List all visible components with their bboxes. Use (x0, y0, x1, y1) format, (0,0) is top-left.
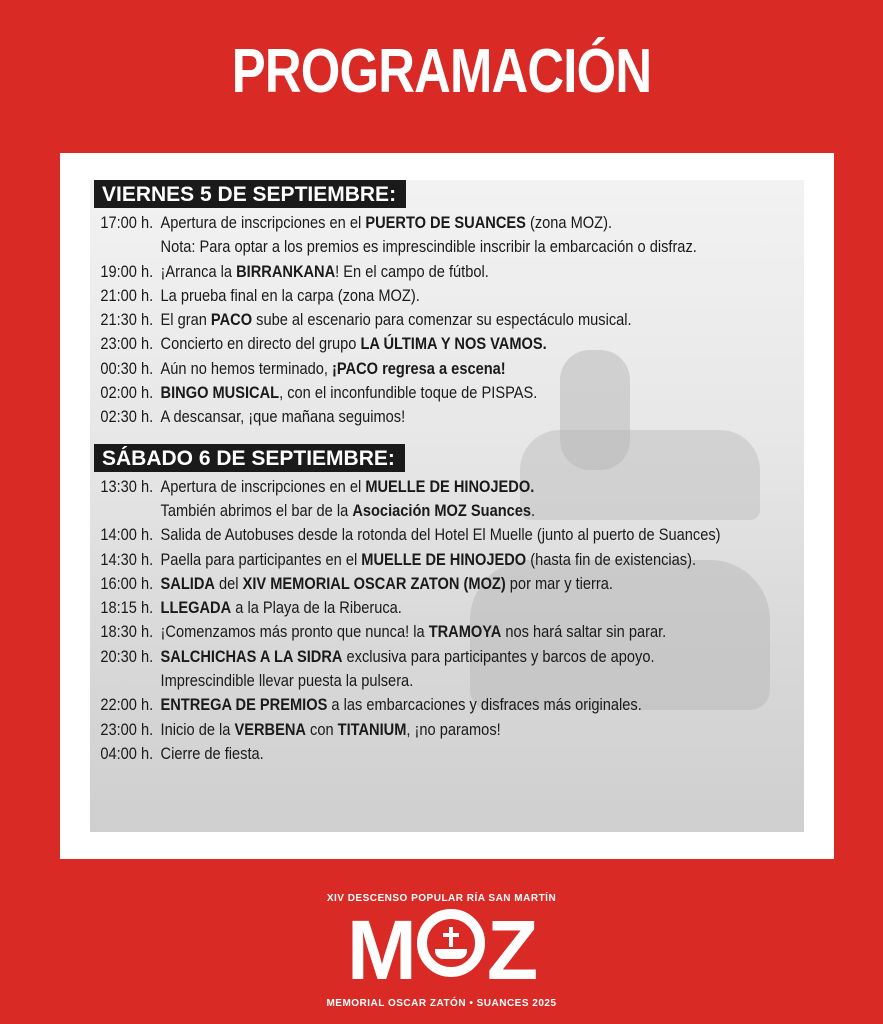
plain-text: A descansar, ¡que mañana seguimos! (160, 407, 406, 427)
plain-text: (hasta fin de existencias). (526, 549, 697, 569)
schedule-row (90, 596, 804, 620)
highlight-text: VERBENA (234, 719, 306, 739)
schedule-row (90, 260, 804, 284)
schedule-time: 18:15 h. (100, 598, 154, 618)
logo-emblem-icon (417, 909, 485, 977)
friday-heading: VIERNES 5 DE SEPTIEMBRE: (94, 180, 406, 208)
highlight-text: PUERTO DE SUANCES (365, 213, 526, 232)
plain-text: El gran (160, 310, 211, 330)
plain-text: La prueba final en la carpa (zona MOZ). (160, 285, 420, 305)
plain-text: a las embarcaciones y disfraces más originales. (327, 695, 642, 715)
plain-text: ! En el campo de fútbol. (335, 261, 489, 281)
schedule-text (161, 645, 655, 669)
schedule-panel (60, 153, 834, 859)
schedule-row (90, 548, 804, 572)
highlight-text: MUELLE DE HINOJEDO (361, 549, 527, 569)
schedule-content (90, 180, 804, 766)
moz-logo: M Z (346, 903, 537, 997)
highlight-text: PACO (210, 310, 253, 330)
highlight-text: SALCHICHAS A LA SIDRA (160, 646, 343, 666)
plain-text: por mar y tierra. (505, 573, 613, 593)
schedule-row (90, 284, 804, 308)
footer-logo-block (0, 893, 883, 1009)
schedule-text (161, 381, 538, 405)
plain-text: nos hará saltar sin parar. (501, 622, 667, 642)
schedule-text (161, 742, 264, 766)
schedule-text (161, 357, 506, 381)
schedule-time: 21:30 h. (100, 310, 154, 330)
plain-text: (zona MOZ). (525, 213, 613, 232)
friday-schedule (90, 211, 804, 430)
schedule-row (90, 308, 804, 332)
schedule-row (90, 405, 804, 429)
plain-text: del (214, 573, 243, 593)
schedule-text (161, 718, 501, 742)
schedule-text (161, 499, 536, 523)
schedule-text (161, 620, 667, 644)
schedule-text (161, 475, 535, 499)
plain-text: . (531, 500, 536, 520)
schedule-text (161, 308, 632, 332)
schedule-time: 14:30 h. (100, 549, 154, 569)
schedule-time: 00:30 h. (100, 358, 154, 378)
schedule-text (161, 669, 414, 693)
schedule-row (90, 211, 804, 235)
plain-text: Imprescindible llevar puesta la pulsera. (160, 671, 414, 691)
highlight-text: BINGO MUSICAL (160, 383, 280, 403)
schedule-text (161, 548, 696, 572)
schedule-row (90, 381, 804, 405)
highlight-text: TRAMOYA (428, 622, 502, 642)
plain-text: Concierto en directo del grupo (160, 334, 361, 354)
plain-text: Apertura de inscripciones en el (160, 476, 366, 496)
schedule-text (161, 260, 489, 284)
schedule-row (90, 718, 804, 742)
schedule-row (90, 693, 804, 717)
highlight-text: XIV MEMORIAL OSCAR ZATON (MOZ) (242, 573, 506, 593)
schedule-row (90, 523, 804, 547)
schedule-text (161, 284, 420, 308)
schedule-row (90, 645, 804, 669)
plain-text: exclusiva para participantes y barcos de apoyo. (342, 646, 655, 666)
schedule-text (161, 405, 406, 429)
plain-text: a la Playa de la Riberuca. (231, 598, 402, 618)
schedule-text (161, 693, 642, 717)
schedule-time: 23:00 h. (100, 719, 154, 739)
schedule-time: 19:00 h. (100, 261, 154, 281)
schedule-time: 23:00 h. (100, 334, 154, 354)
highlight-text: TITANIUM (337, 719, 407, 739)
plain-text: ¡Comenzamos más pronto que nunca! la (160, 622, 429, 642)
schedule-time: 02:30 h. (100, 407, 154, 427)
schedule-row (90, 620, 804, 644)
plain-text: Nota: Para optar a los premios es imprescindible inscribir la embarcación o disfraz. (160, 237, 697, 257)
schedule-text (161, 572, 613, 596)
plain-text: Cierre de fiesta. (160, 743, 264, 763)
schedule-time: 18:30 h. (100, 622, 154, 642)
page-title: PROGRAMACIÓN (231, 37, 652, 106)
schedule-time: 22:00 h. (100, 695, 154, 715)
schedule-time: 04:00 h. (100, 743, 154, 763)
schedule-text (161, 523, 721, 547)
saturday-heading: SÁBADO 6 DE SEPTIEMBRE: (94, 444, 405, 472)
schedule-time: 16:00 h. (100, 573, 154, 593)
schedule-text (161, 332, 547, 356)
plain-text: sube al escenario para comenzar su espectáculo musical. (252, 310, 632, 330)
schedule-row (90, 235, 804, 259)
schedule-text (161, 596, 402, 620)
event-memorial-line: MEMORIAL OSCAR ZATÓN • SUANCES 2025 (326, 998, 557, 1009)
schedule-row (90, 572, 804, 596)
highlight-text: ENTREGA DE PREMIOS (160, 695, 328, 715)
schedule-time: 13:30 h. (100, 476, 154, 496)
highlight-text: LLEGADA (160, 598, 232, 618)
plain-text: Paella para participantes en el (160, 549, 362, 569)
highlight-text: SALIDA (160, 573, 215, 593)
plain-text: También abrimos el bar de la (160, 500, 353, 520)
schedule-time: 14:00 h. (100, 525, 154, 545)
schedule-time: 17:00 h. (100, 213, 154, 232)
highlight-text: Asociación MOZ Suances (352, 500, 532, 520)
schedule-time: 02:00 h. (100, 383, 154, 403)
plain-text: , con el inconfundible toque de PISPAS. (279, 383, 538, 403)
plain-text: Inicio de la (160, 719, 235, 739)
highlight-text: LA ÚLTIMA Y NOS VAMOS. (360, 334, 547, 354)
schedule-row (90, 499, 804, 523)
plain-text: con (305, 719, 338, 739)
plain-text: , ¡no paramos! (406, 719, 501, 739)
highlight-text: MUELLE DE HINOJEDO. (365, 476, 535, 496)
schedule-row (90, 669, 804, 693)
schedule-row (90, 475, 804, 499)
saturday-schedule (90, 475, 804, 767)
schedule-row (90, 332, 804, 356)
event-subtitle: XIV DESCENSO POPULAR RÍA SAN MARTÍN (326, 893, 557, 904)
schedule-row (90, 742, 804, 766)
schedule-time: 21:00 h. (100, 285, 154, 305)
schedule-text (161, 211, 612, 235)
schedule-time: 20:30 h. (100, 646, 154, 666)
plain-text: Apertura de inscripciones en el (160, 213, 366, 232)
schedule-row (90, 357, 804, 381)
schedule-text (161, 235, 697, 259)
plain-text: ¡Arranca la (160, 261, 237, 281)
highlight-text: ¡PACO regresa a escena! (332, 358, 506, 378)
plain-text: Aún no hemos terminado, (160, 358, 333, 378)
plain-text: Salida de Autobuses desde la rotonda del Hotel El Muelle (junto al puerto de Suances) (160, 525, 721, 545)
highlight-text: BIRRANKANA (236, 261, 336, 281)
